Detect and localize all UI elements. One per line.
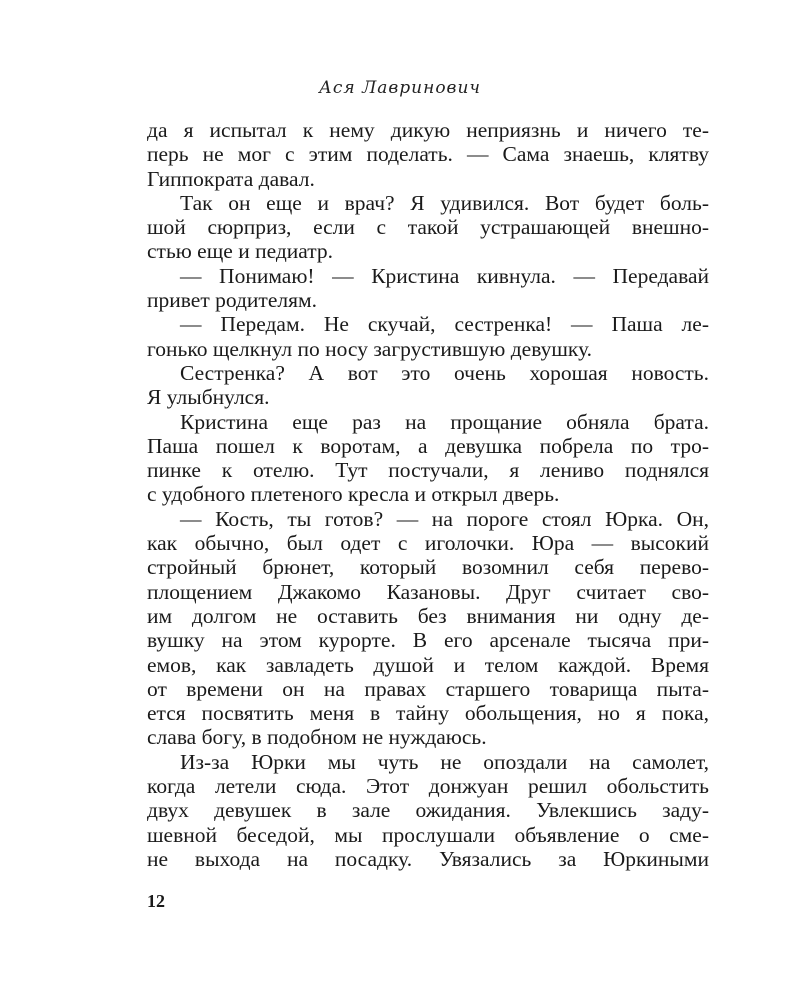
text-line: когда летели сюда. Этот донжуан решил обольстить (147, 774, 709, 799)
text-line: Гиппократа давал. (147, 166, 315, 191)
text-line: Сестренка? А вот это очень хорошая новость. (180, 360, 709, 385)
text-line: двух девушек в зале ожидания. Увлекшись заду- (147, 798, 709, 823)
text-line: площением Джакомо Казановы. Друг считает сво- (147, 579, 709, 604)
body-text (147, 118, 709, 871)
text-line: Кристина еще раз на прощание обняла брата. (180, 409, 709, 434)
text-line: им долгом не оставить без внимания ни одну де- (147, 603, 709, 628)
text-line: емов, как завладеть душой и телом каждой. Время (147, 652, 709, 677)
text-line: да я испытал к нему дикую неприязнь и ничего те- (147, 118, 709, 142)
text-line: — Понимаю! — Кристина кивнула. — Передавай (180, 263, 709, 288)
text-line: вушку на этом курорте. В его арсенале тысяча при- (147, 628, 709, 653)
text-line: — Кость, ты готов? — на пороге стоял Юрка. Он, (180, 506, 709, 531)
page-number: 12 (147, 891, 165, 911)
text-line: не выхода на посадку. Увязались за Юркиными (147, 846, 709, 871)
text-line: как обычно, был одет с иголочки. Юра — высокий (147, 531, 709, 556)
text-line: Паша пошел к воротам, а девушка побрела по тро- (147, 433, 709, 458)
text-line: — Передам. Не скучай, сестренка! — Паша ле- (180, 312, 709, 337)
text-line: стройный брюнет, который возомнил себя перево- (147, 555, 709, 580)
text-line: гонько щелкнул по носу загрустившую девушку. (147, 336, 593, 361)
text-line: с удобного плетеного кресла и открыл дверь. (147, 482, 560, 507)
text-line: Из-за Юрки мы чуть не опоздали на самолет, (180, 749, 709, 774)
text-line: стью еще и педиатр. (147, 239, 334, 264)
text-line: слава богу, в подобном не нуждаюсь. (147, 725, 487, 750)
text-line: Я улыбнулся. (147, 385, 270, 410)
text-line: перь не мог с этим поделать. — Сама знаешь, клятву (147, 142, 709, 167)
text-line: Так он еще и врач? Я удивился. Вот будет боль- (180, 190, 709, 215)
text-line: шевной беседой, мы прослушали объявление о сме- (147, 822, 709, 847)
text-line: шой сюрприз, если с такой устрашающей внешно- (147, 215, 709, 240)
running-header: Ася Лавринович (319, 78, 481, 98)
text-line: пинке к отелю. Тут постучали, я лениво поднялся (147, 458, 709, 483)
text-line: ется посвятить меня в тайну обольщения, но я пока, (147, 701, 709, 726)
text-line: от времени он на правах старшего товарища пыта- (147, 676, 709, 701)
text-line: привет родителям. (147, 288, 317, 313)
